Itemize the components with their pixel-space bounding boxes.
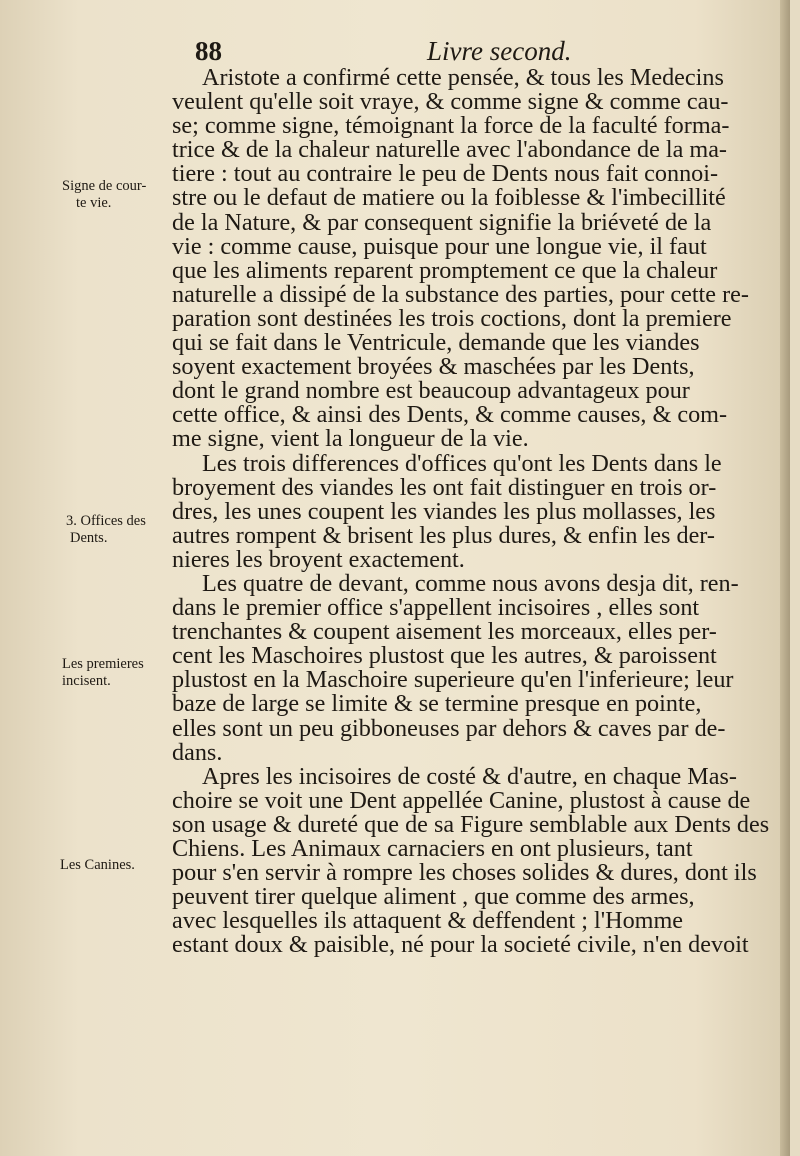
running-title: Livre second. — [427, 36, 572, 66]
page-number: 88 — [195, 36, 222, 66]
text-line: Les trois differences d'offices qu'ont les Dents dans le — [202, 451, 722, 476]
margin-note-line: incisent. — [62, 673, 111, 689]
text-line: soyent exactement broyées & maschées par les Dents, — [172, 355, 695, 380]
margin-note-offices — [66, 513, 146, 547]
text-line: veulent qu'elle soit vraye, & comme signe & comme cau- — [172, 90, 729, 115]
text-line: que les aliments reparent promptement ce que la chaleur — [172, 258, 718, 283]
text-line: pour s'en servir à rompre les choses solides & dures, dont ils — [172, 861, 757, 886]
text-line: Chiens. Les Animaux carnaciers en ont plusieurs, tant — [172, 837, 693, 862]
text-line: se; comme signe, témoignant la force de la faculté forma- — [172, 114, 730, 139]
text-line: tiere : tout au contraire le peu de Dents nous fait connoi- — [172, 162, 719, 187]
text-line: plustost en la Maschoire superieure qu'en l'inferieure; leur — [172, 668, 734, 693]
margin-notes — [0, 0, 170, 1156]
text-line: cent les Maschoires plustost que les autres, & paroissent — [172, 644, 717, 669]
page-edge — [780, 0, 790, 1156]
text-line: qui se fait dans le Ventricule, demande que les viandes — [172, 331, 700, 356]
text-line: Les quatre de devant, comme nous avons desja dit, ren- — [202, 571, 739, 597]
text-line: dans le premier office s'appellent incisoires , elles sont — [172, 596, 700, 621]
text-line: trenchantes & coupent aisement les morceaux, elles per- — [172, 620, 717, 645]
text-line: paration sont destinées les trois coctions, dont la premiere — [172, 306, 732, 332]
text-line: peuvent tirer quelque aliment , que comme des armes, — [172, 885, 695, 910]
text-line: trice & de la chaleur naturelle avec l'abondance de la ma- — [172, 138, 727, 163]
text-line: me signe, vient la longueur de la vie. — [172, 427, 529, 452]
margin-note-premieres — [62, 656, 144, 690]
text-line: dont le grand nombre est beaucoup advantageux pour — [172, 379, 690, 404]
margin-note-line: te vie. — [76, 195, 112, 211]
page-header — [195, 36, 575, 70]
text-line: autres rompent & brisent les plus dures, & enfin les der- — [172, 523, 715, 548]
body-text — [172, 66, 770, 957]
text-line: de la Nature, & par consequent signifie la briéveté de la — [172, 210, 712, 235]
text-line: dres, les unes coupent les viandes les plus mollasses, les — [172, 499, 716, 524]
margin-note-line: Dents. — [70, 530, 108, 546]
margin-note-canines — [60, 857, 135, 874]
margin-note-signe — [62, 178, 146, 212]
text-line: naturelle a dissipé de la substance des parties, pour cette re- — [172, 282, 749, 307]
text-line: nieres les broyent exactement. — [172, 547, 465, 572]
text-line: stre ou le defaut de matiere ou la foiblesse & l'imbecillité — [172, 186, 726, 211]
text-line: estant doux & paisible, né pour la societé civile, n'en devoit — [172, 933, 749, 958]
text-line: vie : comme cause, puisque pour une longue vie, il faut — [172, 234, 707, 259]
margin-note-line: Signe de cour- — [62, 178, 147, 194]
margin-note-line: Les premieres — [62, 656, 144, 672]
text-line: broyement des viandes les ont fait distinguer en trois or- — [172, 475, 717, 500]
text-line: dans. — [172, 740, 223, 765]
text-line: son usage & dureté que de sa Figure semblable aux Dents des — [172, 812, 770, 837]
text-line: Apres les incisoires de costé & d'autre, en chaque Mas- — [202, 764, 737, 789]
text-line: choire se voit une Dent appellée Canine, plustost à cause de — [172, 788, 751, 813]
text-line: avec lesquelles ils attaquent & deffendent ; l'Homme — [172, 909, 684, 934]
text-line: Aristote a confirmé cette pensée, & tous les Medecins — [202, 66, 724, 91]
text-line: cette office, & ainsi des Dents, & comme causes, & com- — [172, 403, 728, 428]
margin-note-line: Les Canines. — [60, 857, 135, 873]
text-line: elles sont un peu gibboneuses par dehors & caves par de- — [172, 716, 726, 741]
text-line: baze de large se limite & se termine presque en pointe, — [172, 692, 702, 717]
margin-note-line: 3. Offices des — [66, 513, 146, 529]
